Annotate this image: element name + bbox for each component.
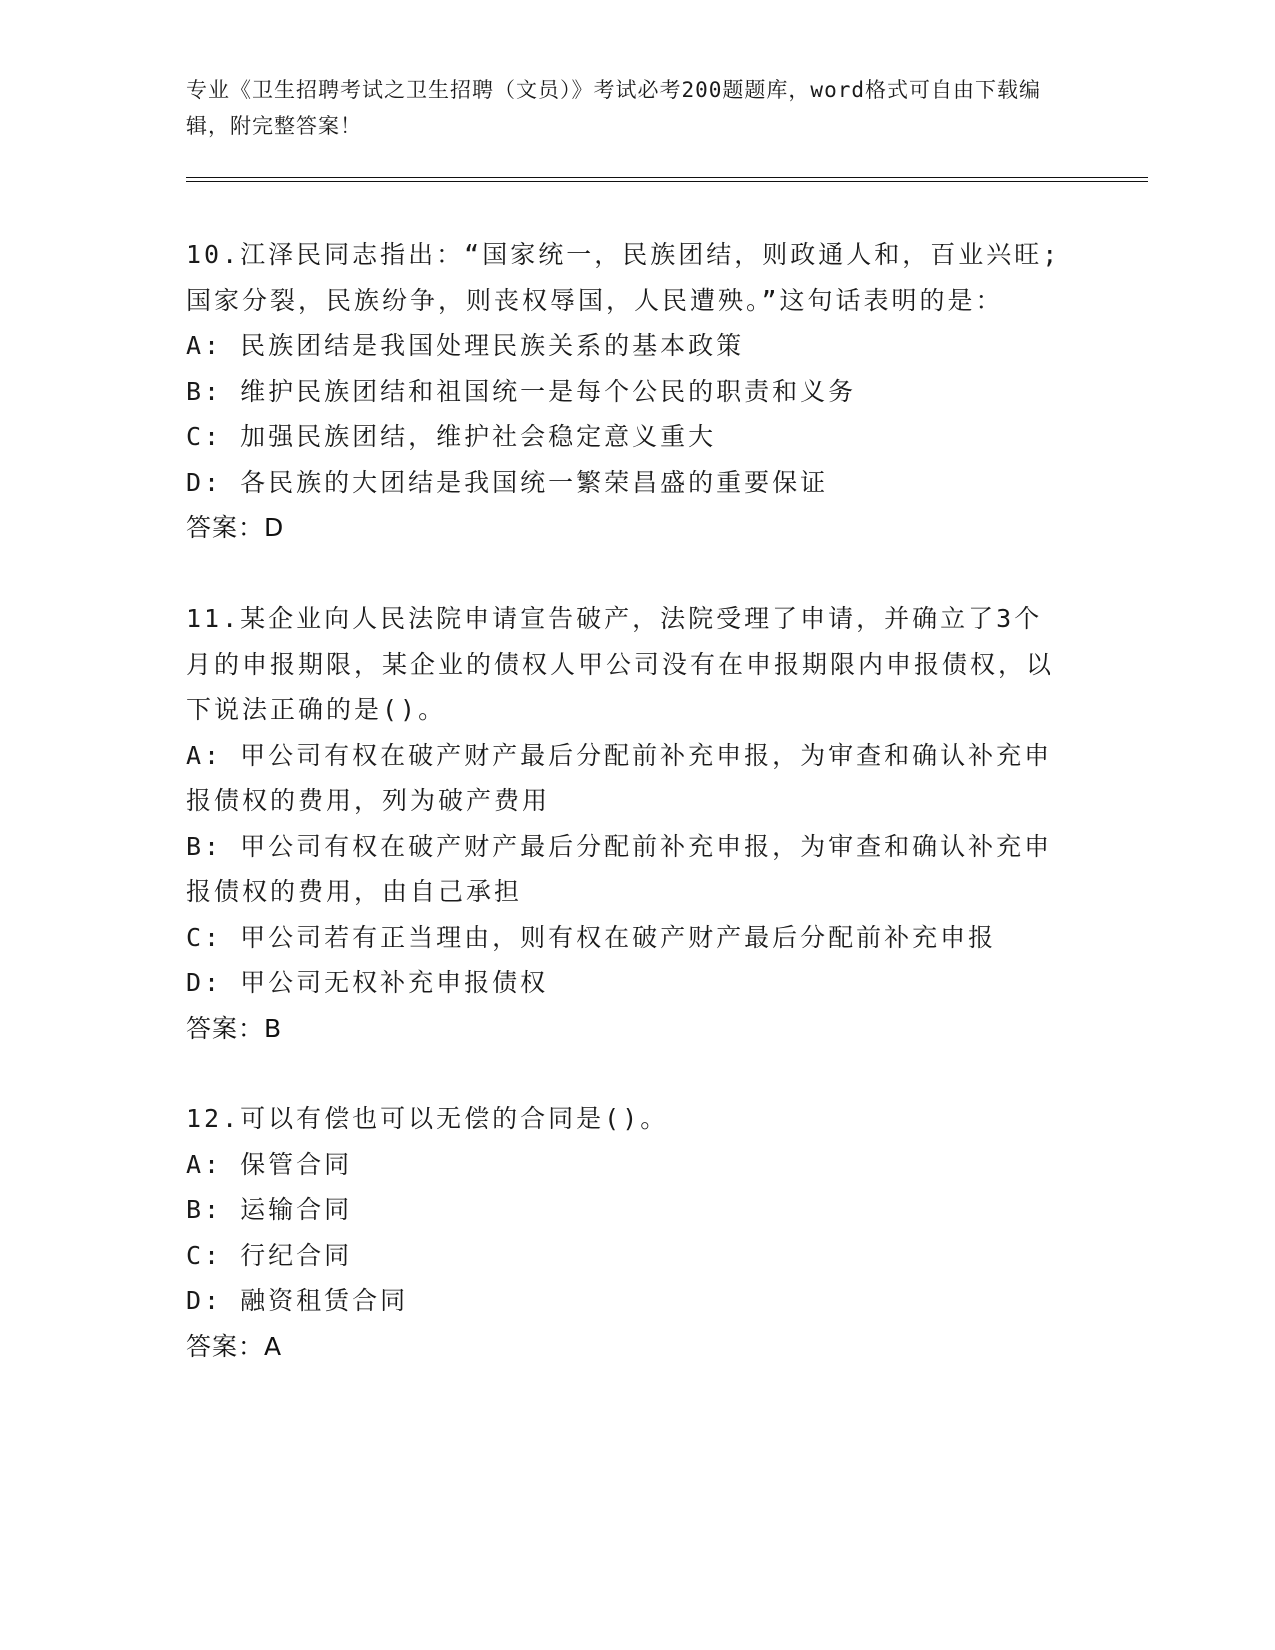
header-divider-top <box>186 177 1148 178</box>
question-number: 11. <box>186 604 241 633</box>
option-text: 甲公司无权补充申报债权 <box>240 968 549 997</box>
option-key: C: <box>186 422 223 451</box>
question-number: 10. <box>186 240 241 269</box>
question-stem <box>186 604 1054 724</box>
question-text: 江泽民同志指出：“国家统一，民族团结，则政通人和，百业兴旺;国家分裂，民族纷争，则丧权辱国，人民遭殃。”这句话表明的是： <box>186 240 1061 315</box>
option-c <box>186 414 1066 460</box>
option-c <box>186 915 1066 961</box>
option-text: 甲公司有权在破产财产最后分配前补充申报，为审查和确认补充申报债权的费用，由自己承担 <box>186 831 1053 906</box>
question-text: 可以有偿也可以无偿的合同是()。 <box>240 1104 669 1133</box>
header-divider-bottom <box>186 181 1148 182</box>
option-key: C: <box>186 922 223 952</box>
option-d <box>186 460 1066 506</box>
option-key: D: <box>186 1286 223 1315</box>
option-text: 各民族的大团结是我国统一繁荣昌盛的重要保证 <box>240 467 829 497</box>
option-text: 融资租赁合同 <box>240 1286 409 1315</box>
option-a <box>186 1142 1066 1188</box>
option-b <box>186 824 1066 915</box>
option-key: C: <box>186 1240 223 1270</box>
option-key: B: <box>186 1195 223 1224</box>
option-d <box>186 1278 1066 1324</box>
option-key: B: <box>186 831 223 861</box>
answer-label: 答案：A <box>186 1331 283 1361</box>
option-key: A: <box>186 740 223 770</box>
option-text: 运输合同 <box>240 1195 353 1224</box>
question-stem <box>186 1104 668 1133</box>
option-a <box>186 323 1066 369</box>
option-text: 加强民族团结，维护社会稳定意义重大 <box>240 422 717 451</box>
answer-label: 答案：D <box>186 513 285 542</box>
option-text: 行纪合同 <box>240 1240 353 1270</box>
option-key: A: <box>186 1149 223 1179</box>
option-a <box>186 733 1066 824</box>
question-stem <box>186 240 1060 315</box>
question-10 <box>186 232 1066 551</box>
option-b <box>186 369 1066 415</box>
option-key: B: <box>186 376 223 406</box>
option-key: A: <box>186 331 223 360</box>
question-11 <box>186 596 1066 1051</box>
question-12 <box>186 1096 1066 1369</box>
answer-label: 答案：B <box>186 1013 283 1043</box>
question-number: 12. <box>186 1104 241 1133</box>
option-b <box>186 1187 1066 1233</box>
option-text: 维护民族团结和祖国统一是每个公民的职责和义务 <box>240 376 857 406</box>
option-key: D: <box>186 467 223 497</box>
option-text: 甲公司若有正当理由，则有权在破产财产最后分配前补充申报 <box>240 922 997 952</box>
option-d <box>186 960 1066 1006</box>
option-c <box>186 1233 1066 1279</box>
option-text: 民族团结是我国处理民族关系的基本政策 <box>240 331 745 360</box>
option-text: 保管合同 <box>240 1149 353 1179</box>
option-text: 甲公司有权在破产财产最后分配前补充申报，为审查和确认补充申报债权的费用，列为破产费用 <box>186 740 1053 815</box>
question-text: 某企业向人民法院申请宣告破产，法院受理了申请，并确立了3个月的申报期限，某企业的债权人甲公司没有在申报期限内申报债权，以下说法正确的是()。 <box>186 604 1055 724</box>
option-key: D: <box>186 968 223 997</box>
document-intro: 专业《卫生招聘考试之卫生招聘（文员）》考试必考200题题库，word格式可自由下载编辑，附完整答案！ <box>186 78 1041 138</box>
